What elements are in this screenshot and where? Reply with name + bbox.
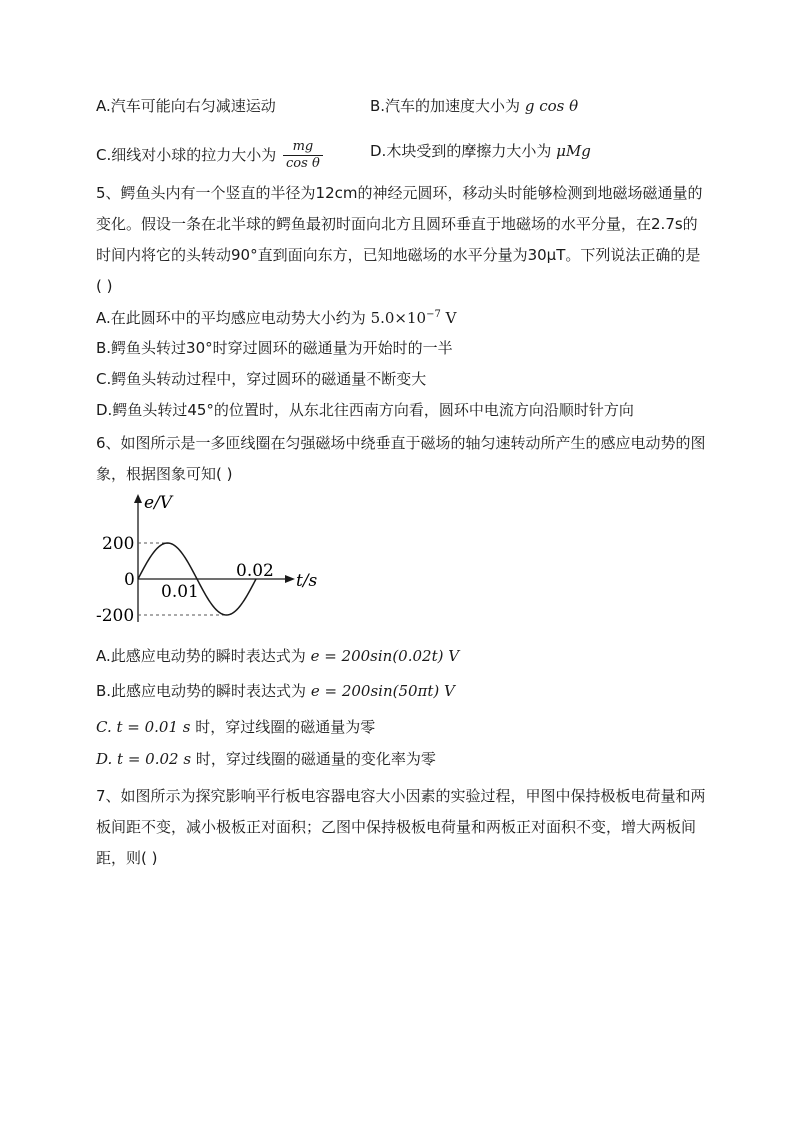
y-axis-label: e/V (144, 493, 173, 513)
x-axis-label: t/s (296, 571, 318, 591)
q4-option-c-fraction (283, 139, 323, 172)
q4-option-c-text: C.细线对小球的拉力大小为 (96, 146, 277, 164)
q6-option-b-math: e = 200sin(50πt) V (310, 682, 455, 700)
fraction-numerator: mg (283, 139, 323, 156)
q5-stem: 5、鳄鱼头内有一个竖直的半径为12cm的神经元圆环，移动头时能够检测到地磁场磁通量的变化。假设一条在北半球的鳄鱼最初时面向北方且圆环垂直于地磁场的水平分量，在2.7s的时间内将它的头转动90°直到面向东方，已知地磁场的水平分量为30μT。下列说法正确的是( ) (96, 184, 703, 295)
fraction-denominator: cos θ (286, 156, 320, 171)
q6-option-c-text: 时，穿过线圈的磁通量为零 (195, 718, 376, 736)
y-axis-arrow-icon (134, 494, 142, 503)
q6-option-d-text: 时，穿过线圈的磁通量的变化率为零 (195, 750, 436, 768)
q5-option-a-unit: V (440, 309, 457, 327)
q6-option-b-text: B.此感应电动势的瞬时表达式为 (96, 682, 307, 700)
q4-option-b-math: g cos θ (524, 97, 579, 115)
x-axis-arrow-icon (285, 575, 295, 583)
q5-option-a (96, 307, 456, 329)
emf-graph (96, 490, 336, 625)
q4-option-d-math: μMg (556, 142, 591, 160)
q6-option-a-text: A.此感应电动势的瞬时表达式为 (96, 647, 306, 665)
q6-option-d-math: D. t = 0.02 s (96, 750, 192, 768)
q4-option-a: A.汽车可能向右匀减速运动 (96, 97, 276, 115)
y-tick-label-200: 200 (102, 534, 135, 554)
q6-option-c (96, 716, 375, 738)
q4-option-d (370, 140, 591, 162)
y-tick-label-neg200: -200 (96, 606, 135, 625)
q6-option-b (96, 680, 455, 702)
q4-option-b (370, 95, 578, 117)
q7-stem: 7、如图所示为探究影响平行板电容器电容大小因素的实验过程，甲图中保持极板电荷量和两板间距不变，减小极板正对面积；乙图中保持极板电荷量和两板正对面积不变，增大两板间距，则( ) (96, 787, 706, 867)
q5-option-c: C.鳄鱼头转动过程中，穿过圆环的磁通量不断变大 (96, 370, 427, 388)
q5-option-a-exponent: −7 (426, 309, 441, 320)
q5-option-a-text: A.在此圆环中的平均感应电动势大小约为 (96, 309, 366, 327)
q6-stem: 6、如图所示是一多匝线圈在匀强磁场中绕垂直于磁场的轴匀速转动所产生的感应电动势的图象，根据图象可知( ) (96, 434, 706, 483)
q6-option-a (96, 645, 459, 667)
x-tick-label-002: 0.02 (236, 561, 274, 581)
q4-option-d-text: D.木块受到的摩擦力大小为 (370, 142, 552, 160)
y-tick-label-0: 0 (124, 570, 135, 590)
q6-option-d (96, 748, 436, 770)
x-tick-label-001: 0.01 (161, 582, 199, 602)
q6-option-c-math: C. t = 0.01 s (96, 718, 191, 736)
q5-option-a-value: 5.0×10 (370, 309, 427, 327)
q5-option-d: D.鳄鱼头转过45°的位置时，从东北往西南方向看，圆环中电流方向沿顺时针方向 (96, 401, 634, 419)
q6-option-a-math: e = 200sin(0.02t) V (310, 647, 460, 665)
q5-option-b: B.鳄鱼头转过30°时穿过圆环的磁通量为开始时的一半 (96, 339, 453, 357)
q4-option-b-text: B.汽车的加速度大小为 (370, 97, 521, 115)
q4-option-c (96, 138, 323, 172)
